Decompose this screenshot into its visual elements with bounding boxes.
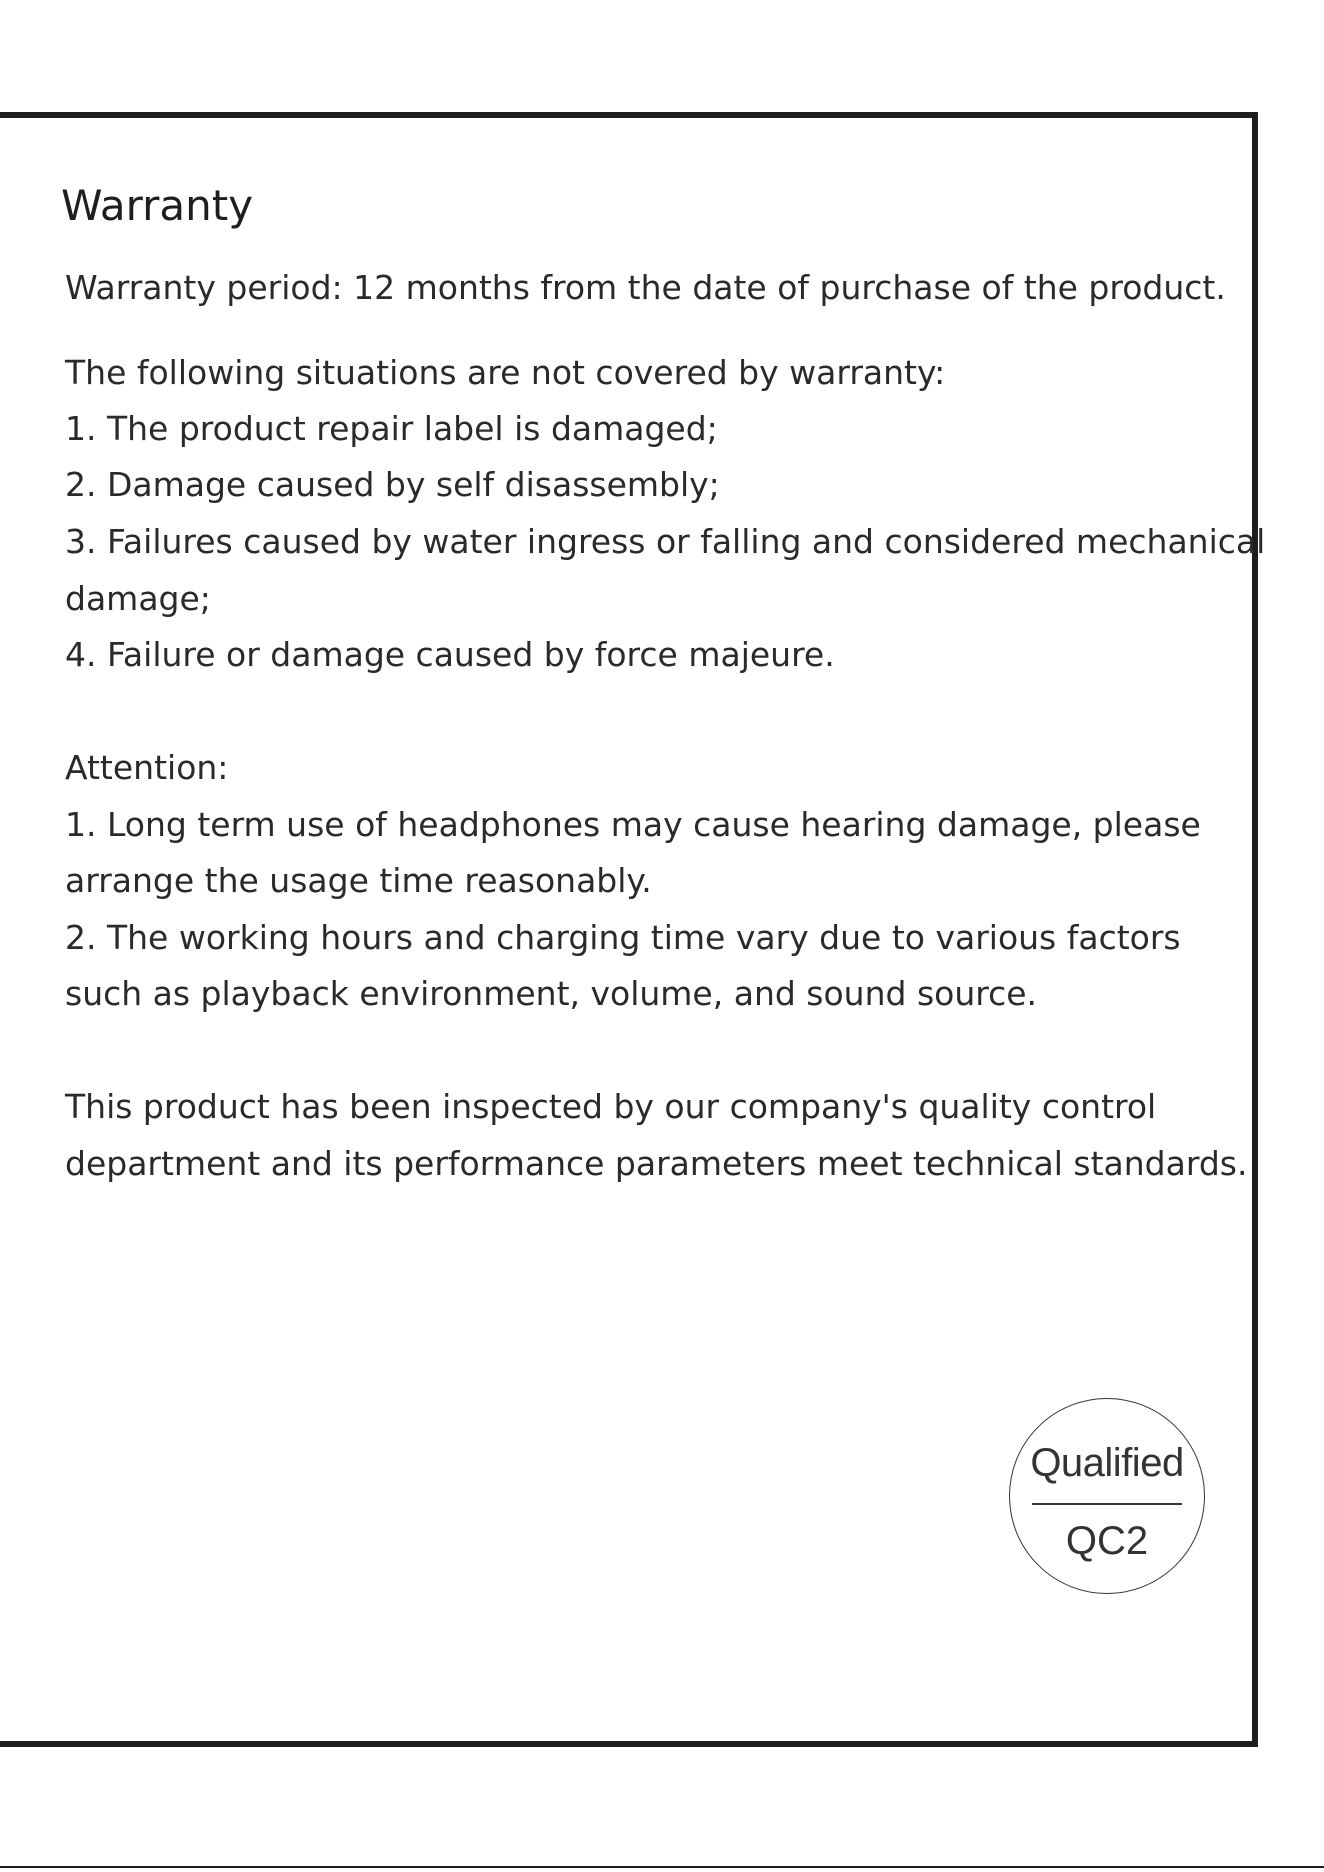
attention-item-1: 1. Long term use of headphones may cause hearing damage, please <box>65 805 1201 844</box>
seal-qc-code: QC2 <box>1065 1519 1149 1563</box>
seal-divider <box>1032 1503 1182 1505</box>
exclusions-heading: The following situations are not covered by warranty: <box>65 353 946 392</box>
inspection-statement-continued: department and its performance parameters meet technical standards. <box>65 1144 1248 1183</box>
qc-seal <box>1009 1398 1205 1594</box>
attention-item-1-continued: arrange the usage time reasonably. <box>65 861 652 900</box>
exclusion-item-3-continued: damage; <box>65 579 211 618</box>
seal-qualified-text: Qualified <box>1030 1441 1184 1485</box>
warranty-period-text: Warranty period: 12 months from the date of purchase of the product. <box>65 268 1226 307</box>
exclusion-item-1: 1. The product repair label is damaged; <box>65 409 718 448</box>
page-title: Warranty <box>61 181 254 230</box>
inspection-statement: This product has been inspected by our company's quality control <box>65 1087 1157 1126</box>
exclusion-item-3: 3. Failures caused by water ingress or falling and considered mechanical <box>65 522 1266 561</box>
attention-item-2: 2. The working hours and charging time vary due to various factors <box>65 918 1181 957</box>
attention-heading: Attention: <box>65 748 229 787</box>
page-bottom-rule <box>0 1866 1324 1868</box>
attention-item-2-continued: such as playback environment, volume, and sound source. <box>65 974 1038 1013</box>
exclusion-item-2: 2. Damage caused by self disassembly; <box>65 465 720 504</box>
exclusion-item-4: 4. Failure or damage caused by force majeure. <box>65 635 835 674</box>
